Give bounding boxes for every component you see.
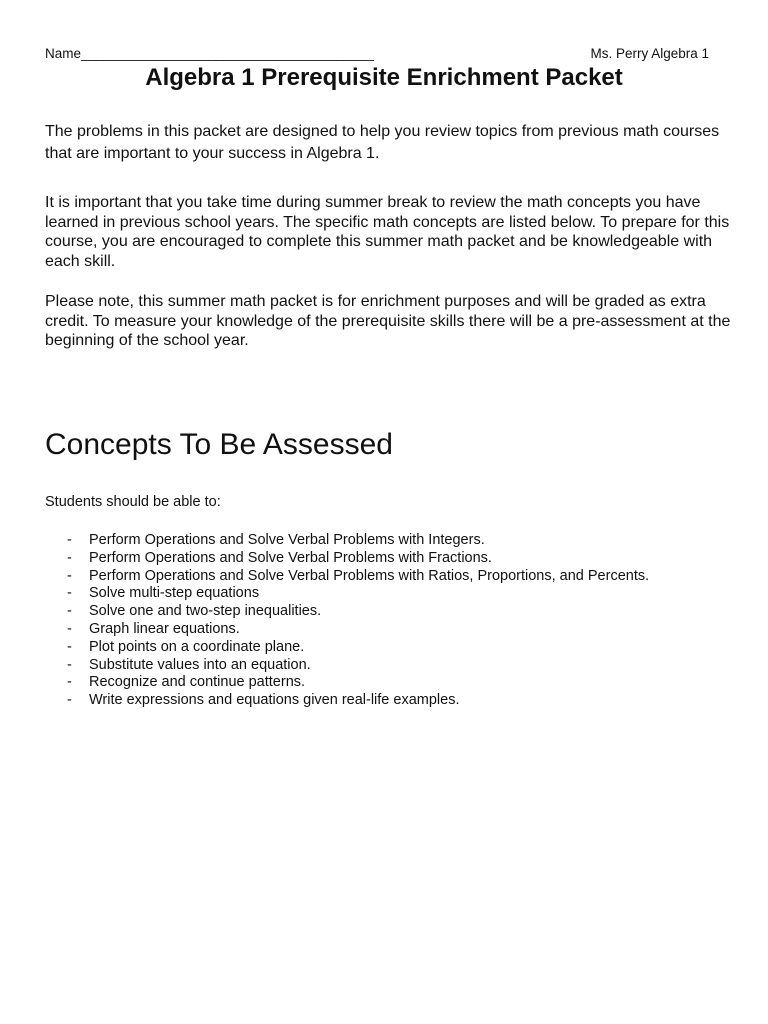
teacher-label: Ms. Perry Algebra 1: [590, 46, 709, 61]
list-item-text: Graph linear equations.: [89, 620, 240, 637]
list-item-text: Perform Operations and Solve Verbal Problems with Ratios, Proportions, and Percents.: [89, 567, 650, 584]
list-item-text: Perform Operations and Solve Verbal Problems with Integers.: [89, 532, 485, 548]
list-item-text: Write expressions and equations given real-life examples.: [89, 692, 460, 709]
list-item: [45, 692, 649, 710]
list-item-text: Perform Operations and Solve Verbal Problems with Fractions.: [89, 549, 492, 566]
list-bullet: -: [67, 638, 72, 655]
list-item-text: Solve one and two-step inequalities.: [89, 603, 322, 620]
list-item: [45, 568, 649, 586]
list-bullet: -: [67, 674, 72, 691]
enrichment-note-paragraph: Please note, this summer math packet is for enrichment purposes and will be graded as extra credit. To measure your knowledge of the prerequisite skills there will be a pre-assessment at the beginning of the school year.: [45, 293, 731, 349]
list-item: [45, 532, 649, 550]
summer-review-paragraph: It is important that you take time during summer break to review the math concepts you have learned in previous school years. The specific math concepts are listed below. To prepare for this course, you are encouraged to complete this summer math packet and be knowledgeable with each skill.: [45, 194, 730, 270]
list-bullet: -: [67, 532, 72, 548]
list-item-text: Plot points on a coordinate plane.: [89, 638, 305, 655]
section-lead: Students should be able to:: [45, 494, 221, 510]
list-item-text: Solve multi-step equations: [89, 585, 260, 602]
skills-list: [45, 532, 649, 710]
intro-paragraph: The problems in this packet are designed to help you review topics from previous math courses that are important to your success in Algebra 1.: [45, 123, 720, 162]
list-bullet: -: [67, 585, 72, 602]
list-bullet: -: [67, 620, 72, 637]
list-item: [45, 657, 649, 675]
list-item: [45, 639, 649, 657]
list-item-text: Recognize and continue patterns.: [89, 674, 306, 691]
list-item: [45, 603, 649, 621]
list-bullet: -: [67, 692, 72, 709]
section-heading: Concepts To Be Assessed: [45, 428, 393, 461]
list-item: [45, 621, 649, 639]
list-item-text: Substitute values into an equation.: [89, 656, 311, 673]
list-bullet: -: [67, 656, 72, 673]
list-bullet: -: [67, 567, 72, 584]
list-bullet: -: [67, 603, 72, 620]
list-bullet: -: [67, 549, 72, 566]
list-item: [45, 550, 649, 568]
name-line: Name_______________________________________: [45, 46, 374, 61]
list-item: [45, 674, 649, 692]
page-title: Algebra 1 Prerequisite Enrichment Packet: [145, 64, 623, 91]
list-item: [45, 585, 649, 603]
